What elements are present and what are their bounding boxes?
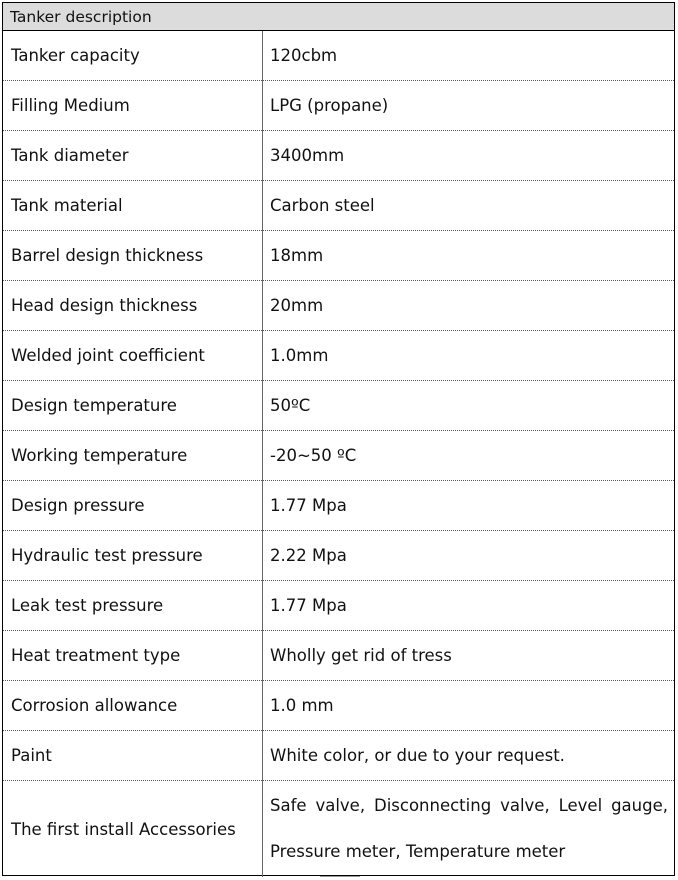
row-label: Barrel design thickness [11, 246, 204, 265]
table-row [3, 781, 674, 877]
row-value-text: Safe valve, Disconnecting valve, Level gauge, Pressure meter, Temperature meter [270, 796, 668, 861]
table-row [3, 531, 674, 581]
row-value: Wholly get rid of tress [270, 646, 452, 665]
table-row [3, 731, 674, 781]
page-edge-mark [320, 876, 360, 880]
row-label: Working temperature [11, 446, 188, 465]
row-label: Heat treatment type [11, 646, 181, 665]
row-label: Paint [11, 746, 52, 765]
row-value: 2.22 Mpa [270, 546, 347, 565]
spec-table [2, 2, 675, 876]
row-label: Design pressure [11, 496, 145, 515]
table-row [3, 181, 674, 231]
row-value: White color, or due to your request. [270, 746, 565, 765]
table-row [3, 681, 674, 731]
row-value: 1.77 Mpa [270, 596, 347, 615]
row-label: The first install Accessories [11, 819, 236, 839]
table-row [3, 381, 674, 431]
row-label: Tanker capacity [11, 46, 140, 65]
row-label: Tank diameter [11, 146, 129, 165]
row-label: Hydraulic test pressure [11, 546, 203, 565]
column-divider [262, 31, 263, 877]
row-value: 3400mm [270, 146, 345, 165]
row-value: 1.0mm [270, 346, 329, 365]
row-label: Corrosion allowance [11, 696, 178, 715]
table-row [3, 131, 674, 181]
row-value: 20mm [270, 296, 324, 315]
row-value: 120cbm [270, 46, 338, 65]
row-label: Design temperature [11, 396, 177, 415]
row-value: 50ºC [270, 396, 311, 415]
row-label: Leak test pressure [11, 596, 164, 615]
row-value: 1.77 Mpa [270, 496, 347, 515]
table-row [3, 581, 674, 631]
table-row [3, 31, 674, 81]
table-title: Tanker description [10, 8, 152, 26]
table-row [3, 281, 674, 331]
row-value: LPG (propane) [270, 96, 389, 115]
table-row [3, 231, 674, 281]
table-header [3, 3, 674, 31]
row-value [262, 781, 674, 877]
table-row [3, 81, 674, 131]
table-row [3, 431, 674, 481]
row-label: Tank material [11, 196, 123, 215]
row-value: 1.0 mm [270, 696, 334, 715]
row-label: Head design thickness [11, 296, 198, 315]
table-row [3, 631, 674, 681]
row-value: -20~50 ºC [270, 446, 357, 465]
table-row [3, 481, 674, 531]
table-row [3, 331, 674, 381]
row-value: 18mm [270, 246, 324, 265]
row-value: Carbon steel [270, 196, 375, 215]
row-label: Filling Medium [11, 96, 130, 115]
row-label: Welded joint coefficient [11, 346, 205, 365]
